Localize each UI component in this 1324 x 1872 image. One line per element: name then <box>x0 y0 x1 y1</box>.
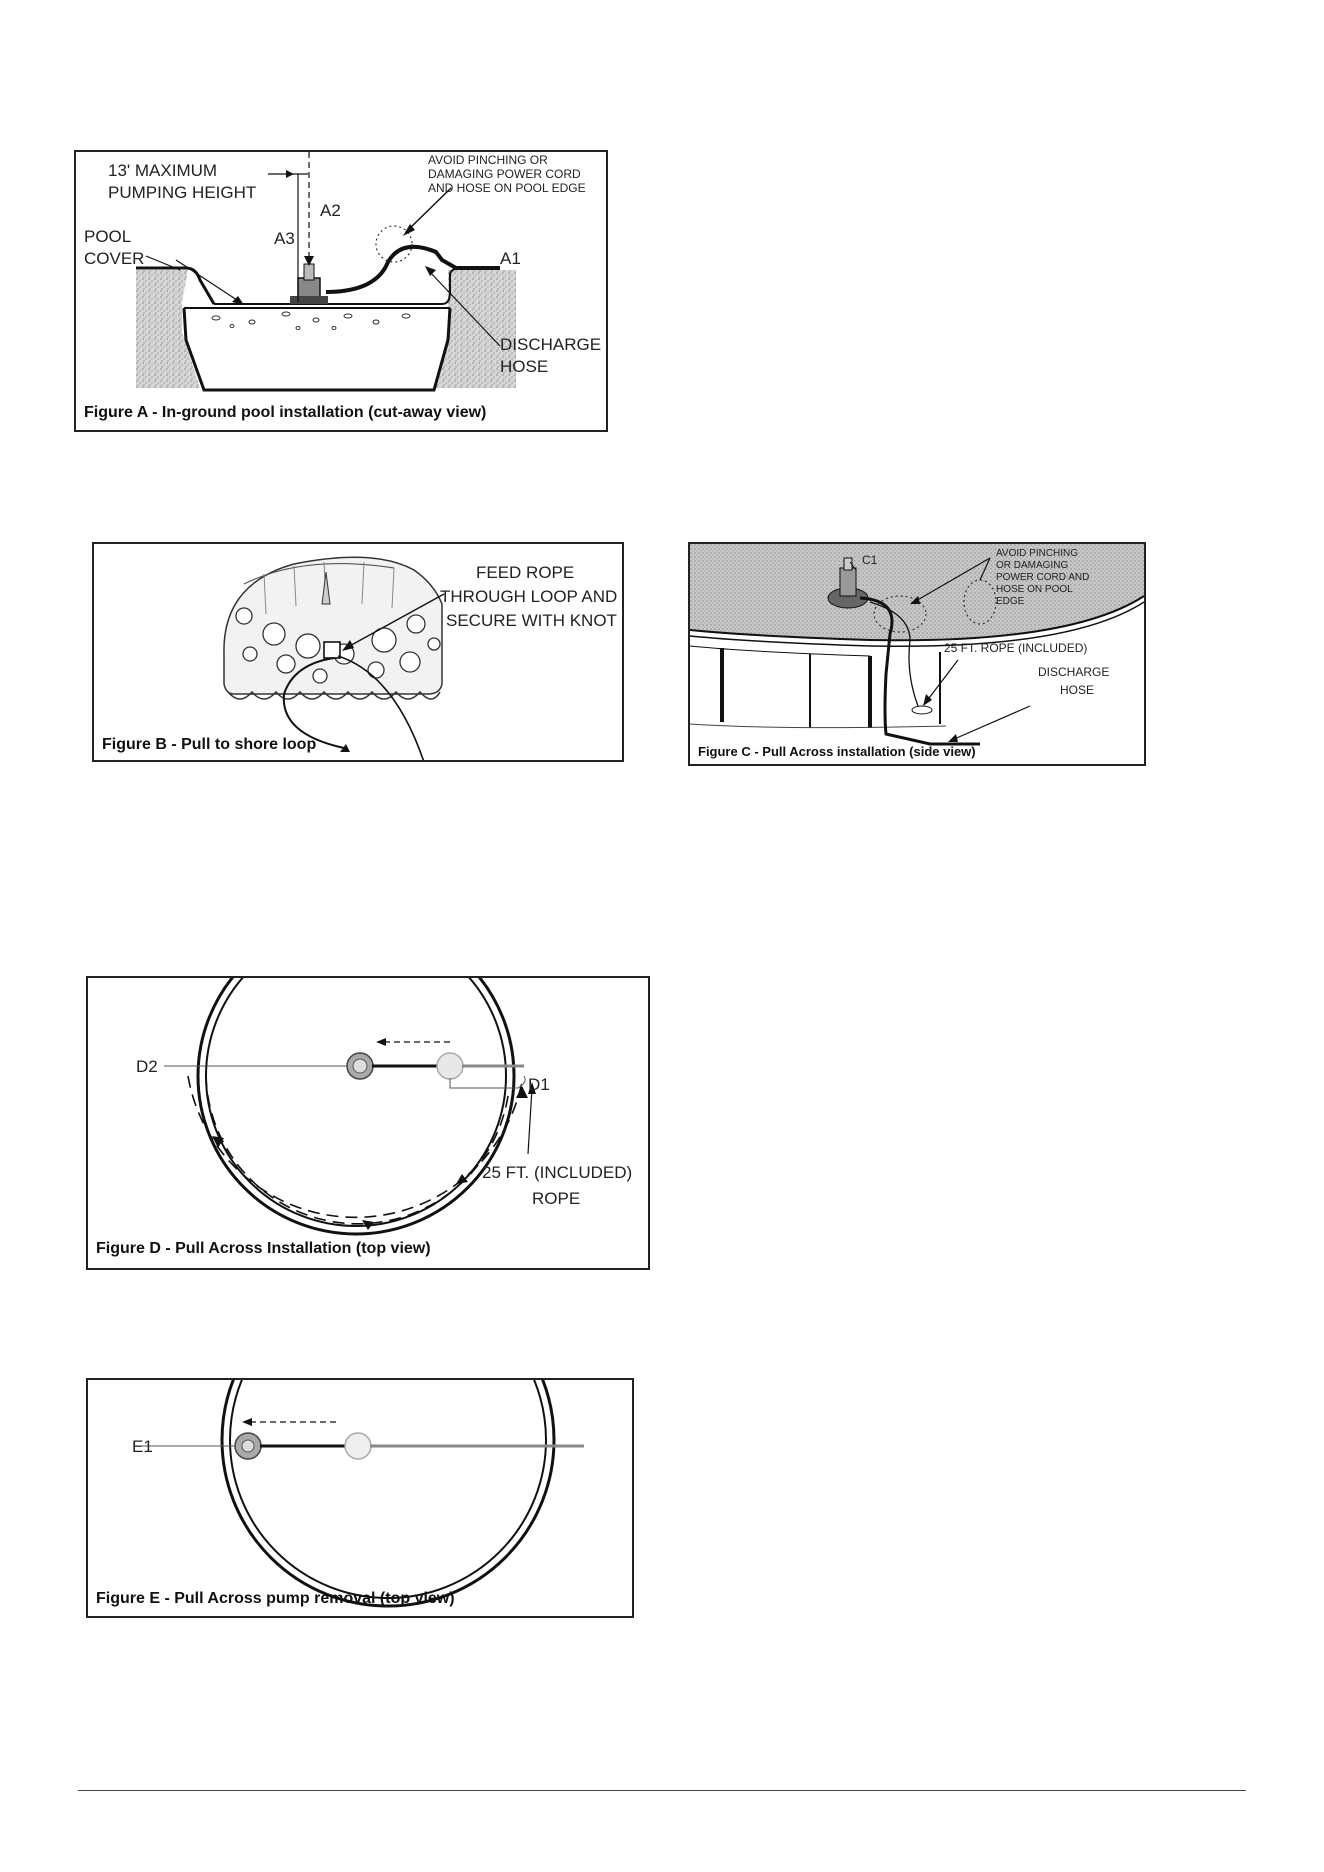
fig-a-discharge-line2: HOSE <box>500 357 549 376</box>
fig-d-rope-line2: ROPE <box>532 1189 581 1208</box>
figure-c-illustration <box>690 544 1144 766</box>
figure-d-bottom-rule <box>88 1268 648 1270</box>
figure-b-bottom-rule <box>94 760 622 762</box>
fig-c-avoid-line5: EDGE <box>996 596 1025 607</box>
fig-a-label-a1: A1 <box>500 249 521 268</box>
figure-c <box>688 542 1146 766</box>
figure-a-illustration <box>76 152 606 432</box>
figure-e-illustration <box>88 1380 632 1618</box>
fig-a-label-a3: A3 <box>274 229 295 248</box>
fig-b-feed-line3: SECURE WITH KNOT <box>446 611 617 630</box>
fig-b-feed-line1: FEED ROPE <box>476 563 575 582</box>
fig-a-max-height-line2: PUMPING HEIGHT <box>108 183 257 202</box>
fig-d-label-d2: D2 <box>136 1057 158 1076</box>
figure-b-illustration <box>94 544 622 762</box>
fig-a-max-height-line1: 13' MAXIMUM <box>108 161 218 180</box>
fig-a-avoid-line1: AVOID PINCHING OR <box>428 153 548 167</box>
fig-a-label-a2: A2 <box>320 201 341 220</box>
fig-c-label-c1: C1 <box>862 553 878 567</box>
fig-d-label-d1: D1 <box>528 1075 550 1094</box>
fig-a-pool-cover-line2: COVER <box>84 249 145 268</box>
fig-c-avoid-line1: AVOID PINCHING <box>996 548 1079 559</box>
figure-a-bottom-rule <box>76 430 606 432</box>
fig-a-avoid-line3: AND HOSE ON POOL EDGE <box>428 181 586 195</box>
footer-rule <box>78 1790 1246 1791</box>
fig-d-rope-line1: 25 FT. (INCLUDED) <box>482 1163 633 1182</box>
figure-a-caption: Figure A - In-ground pool installation (cut-away view) <box>84 404 487 421</box>
figure-a <box>74 150 608 432</box>
fig-c-avoid-line2: OR DAMAGING <box>996 560 1069 571</box>
fig-c-avoid-line3: POWER CORD AND <box>996 572 1090 583</box>
fig-c-discharge-line2: HOSE <box>1060 683 1095 697</box>
fig-b-feed-line2: THROUGH LOOP AND <box>440 587 618 606</box>
fig-e-label-e1: E1 <box>132 1437 153 1456</box>
figure-d <box>86 976 650 1270</box>
figure-c-caption: Figure C - Pull Across installation (side view) <box>698 744 976 759</box>
fig-a-pool-cover-line1: POOL <box>84 227 132 246</box>
fig-c-discharge-line1: DISCHARGE <box>1038 665 1110 679</box>
fig-a-discharge-line1: DISCHARGE <box>500 335 602 354</box>
figure-b-caption: Figure B - Pull to shore loop <box>102 736 317 753</box>
figure-d-caption: Figure D - Pull Across Installation (top view) <box>96 1240 431 1257</box>
figure-e-caption: Figure E - Pull Across pump removal (top view) <box>96 1590 455 1607</box>
figure-e <box>86 1378 634 1618</box>
fig-a-avoid-line2: DAMAGING POWER CORD <box>428 167 581 181</box>
figure-e-bottom-rule <box>88 1616 632 1618</box>
figure-d-illustration <box>88 978 648 1270</box>
fig-c-rope-label: 25 FT. ROPE (INCLUDED) <box>944 641 1088 655</box>
figure-c-bottom-rule <box>690 764 1144 766</box>
figure-b <box>92 542 624 762</box>
fig-c-avoid-line4: HOSE ON POOL <box>996 584 1073 595</box>
